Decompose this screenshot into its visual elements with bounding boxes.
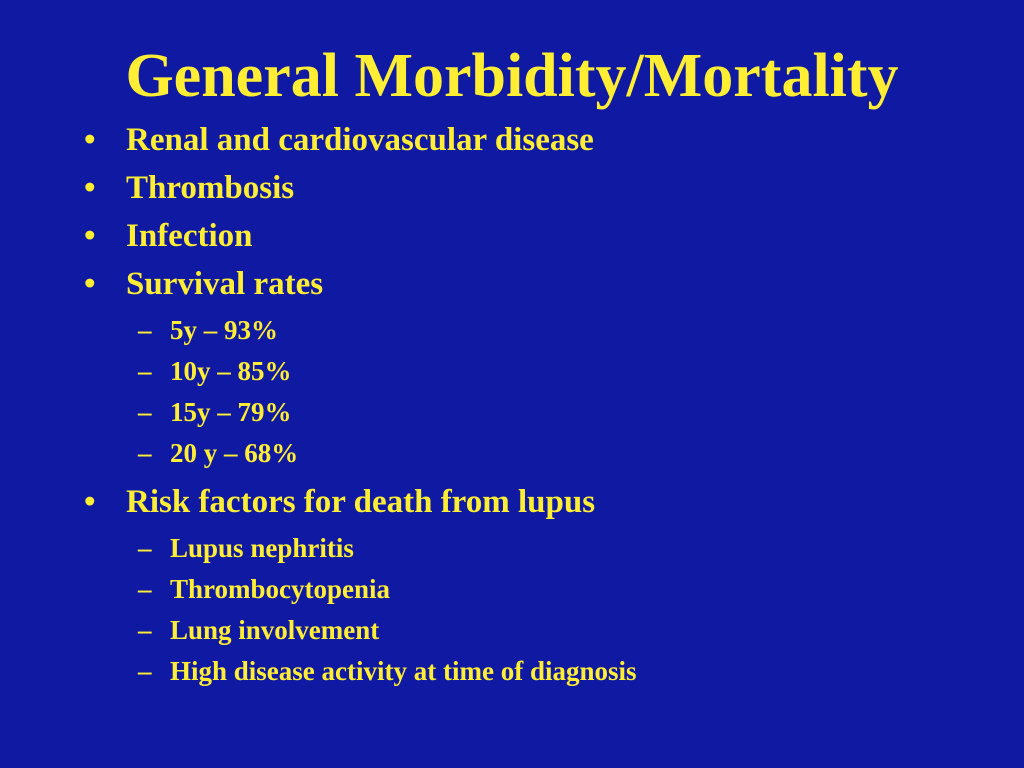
dash-icon: – [138, 397, 152, 427]
sub-item [138, 351, 984, 392]
sub-item [138, 610, 984, 651]
sub-item [138, 528, 984, 569]
bullet-item [84, 478, 984, 526]
sub-item-text: 10y – 85% [170, 356, 292, 386]
bullet-icon: • [84, 218, 96, 254]
sub-list-risk-factors [84, 528, 984, 692]
sub-item-text: High disease activity at time of diagnosis [170, 656, 637, 686]
sub-item [138, 651, 984, 692]
dash-icon: – [138, 615, 152, 645]
bullet-list [84, 116, 984, 696]
bullet-text: Infection [126, 218, 253, 254]
sub-list-survival-rates [84, 310, 984, 474]
sub-item-text: Thrombocytopenia [170, 574, 391, 604]
bullet-icon: • [84, 170, 96, 206]
sub-item [138, 433, 984, 474]
sub-item-text: 5y – 93% [170, 315, 278, 345]
dash-icon: – [138, 438, 152, 468]
bullet-item [84, 164, 984, 212]
bullet-text: Risk factors for death from lupus [126, 484, 596, 520]
bullet-item [84, 212, 984, 260]
sub-item-text: 20 y – 68% [170, 438, 299, 468]
slide-title: General Morbidity/Mortality [125, 42, 899, 110]
bullet-text: Thrombosis [126, 170, 295, 206]
bullet-text: Survival rates [126, 266, 324, 302]
bullet-icon: • [84, 266, 96, 302]
bullet-item [84, 116, 984, 164]
bullet-text: Renal and cardiovascular disease [126, 122, 594, 158]
sub-item-text: 15y – 79% [170, 397, 292, 427]
sub-item [138, 310, 984, 351]
sub-item [138, 569, 984, 610]
sub-item-text: Lung involvement [170, 615, 380, 645]
dash-icon: – [138, 533, 152, 563]
sub-item-text: Lupus nephritis [170, 533, 354, 563]
bullet-icon: • [84, 122, 96, 158]
dash-icon: – [138, 656, 152, 686]
dash-icon: – [138, 356, 152, 386]
bullet-icon: • [84, 484, 96, 520]
dash-icon: – [138, 574, 152, 604]
sub-item [138, 392, 984, 433]
dash-icon: – [138, 315, 152, 345]
bullet-item [84, 260, 984, 308]
